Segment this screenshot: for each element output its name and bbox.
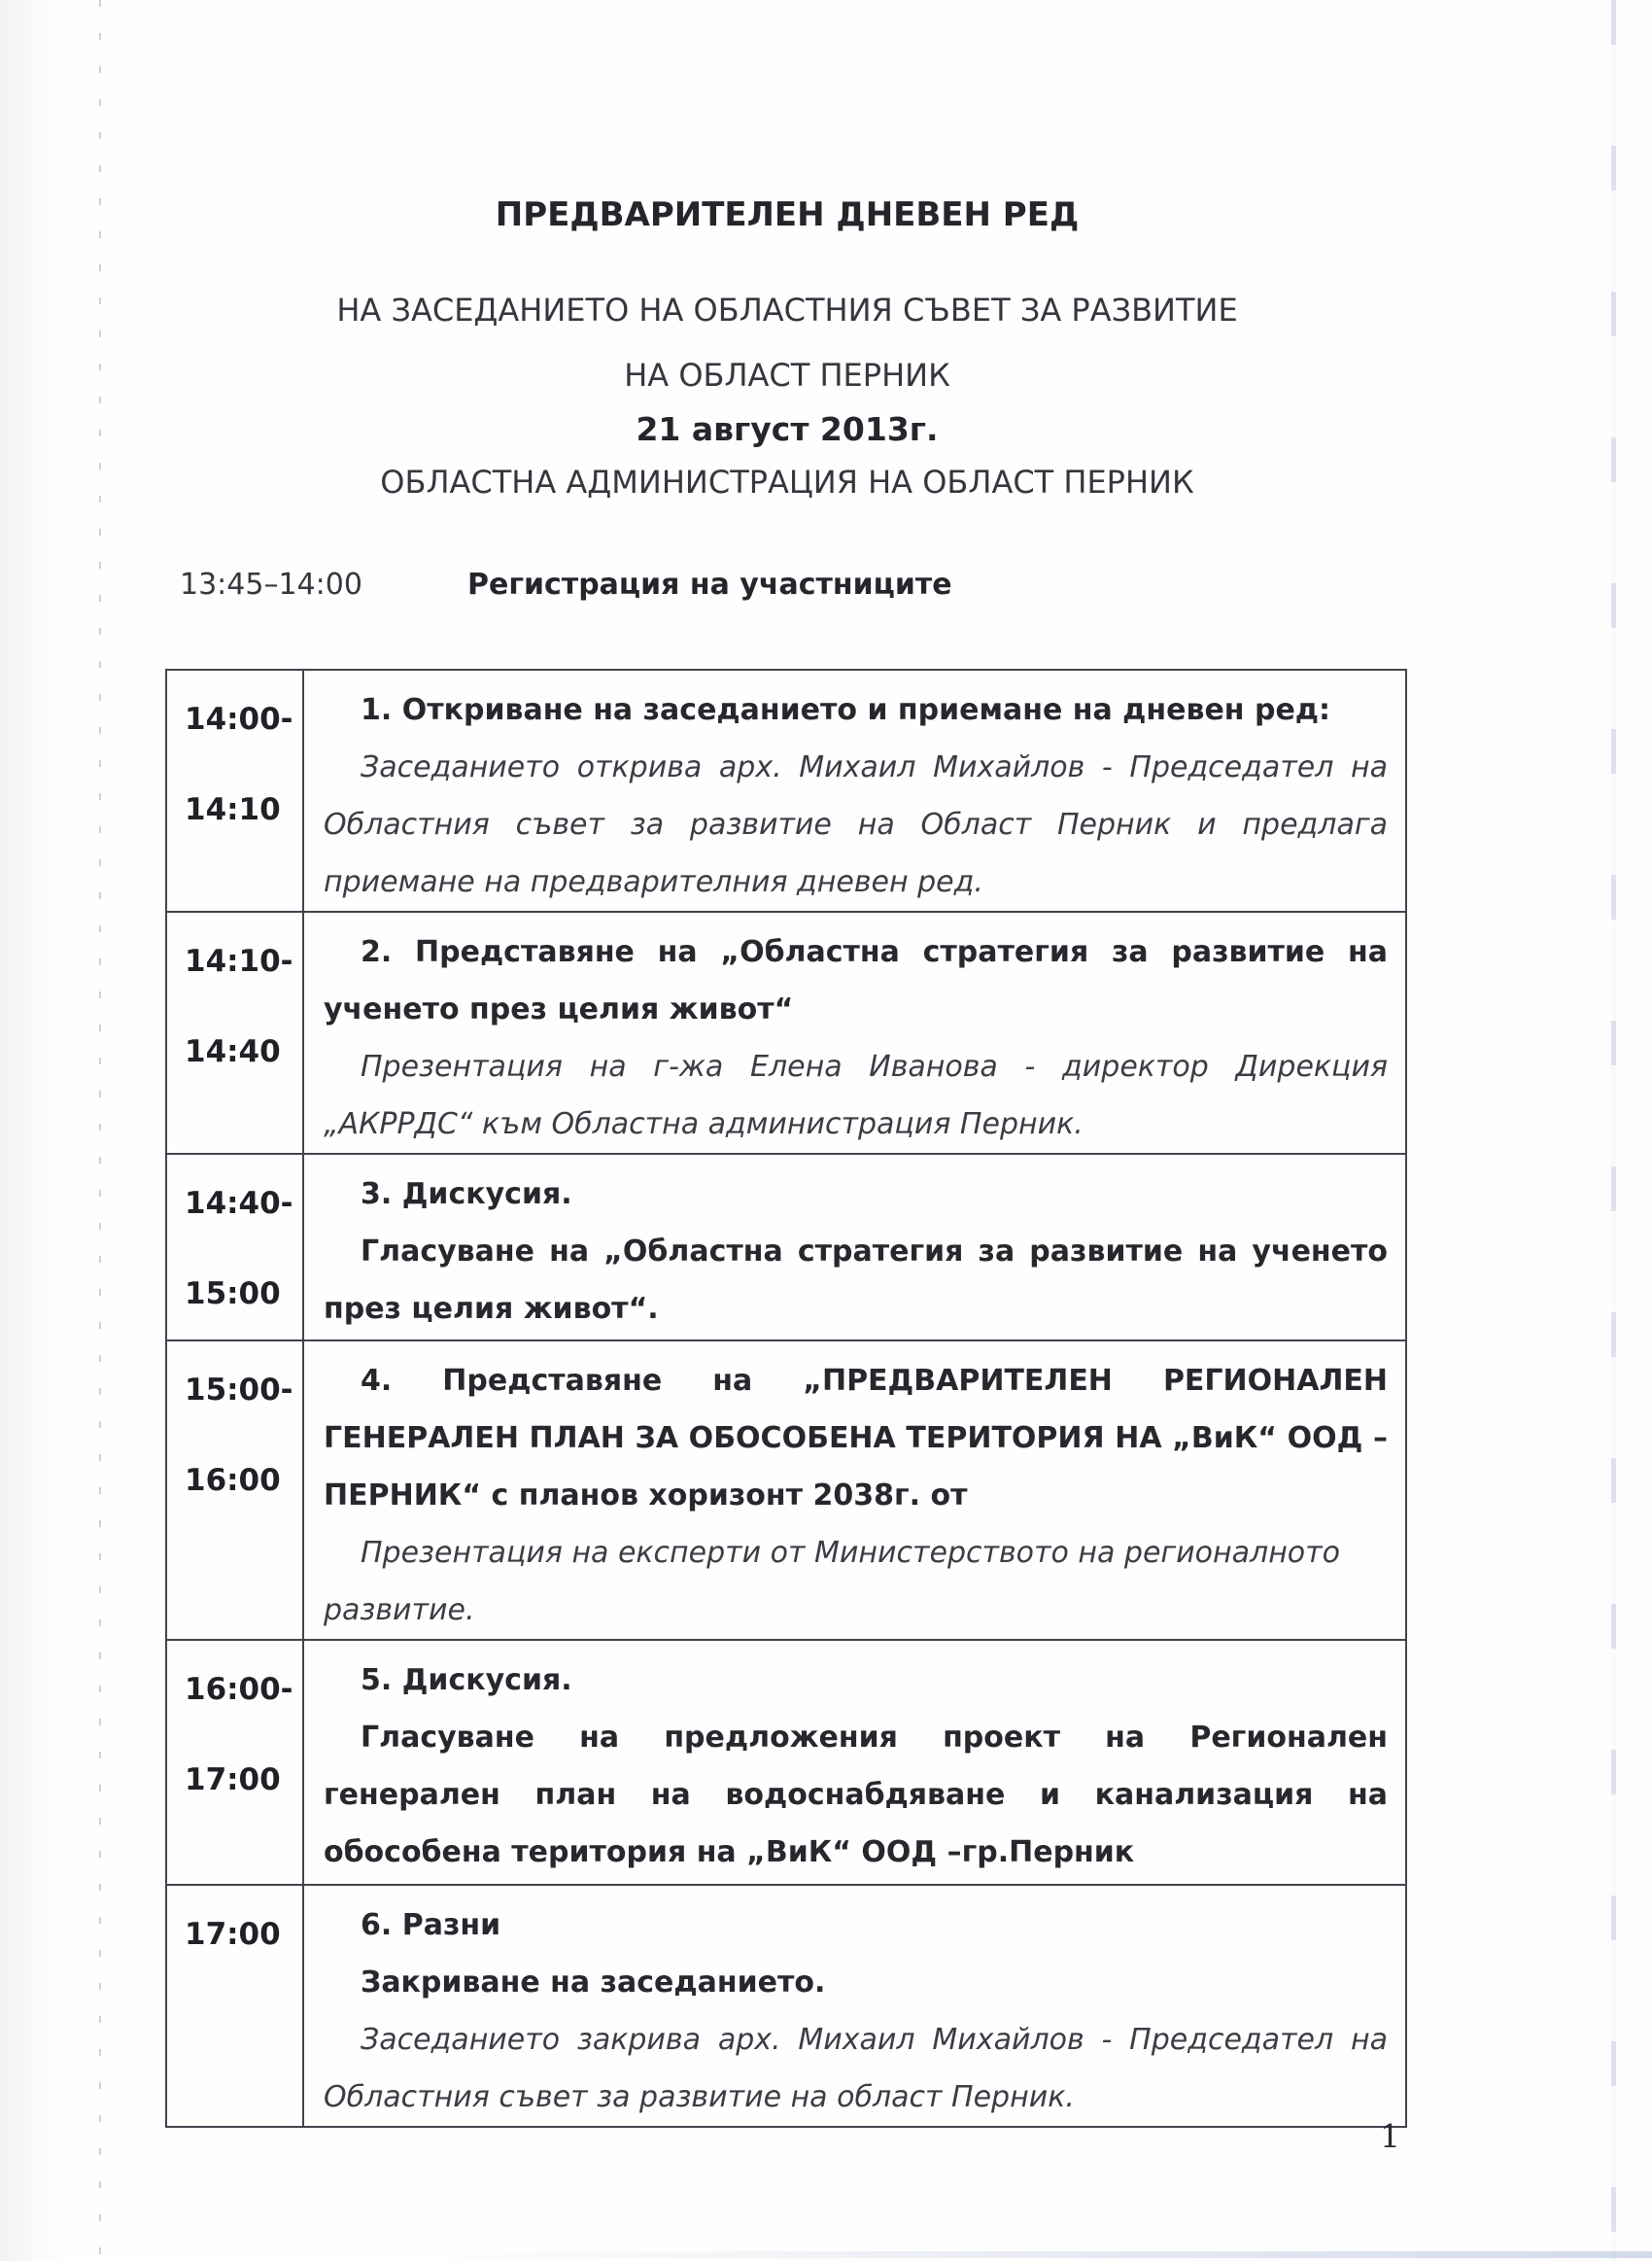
agenda-paragraph: 6. Разни [361, 1908, 501, 1942]
agenda-paragraph: 4. Представяне на „ПРЕДВАРИТЕЛЕН РЕГИОНАЛЕН ГЕНЕРАЛЕН ПЛАН ЗА ОБОСОБЕНА ТЕРИТОРИЯ НА „ВиК“ ООД – ПЕРНИК“ с планов хоризонт 2038г. от [324, 1364, 1388, 1513]
agenda-paragraph: 3. Дискусия. [361, 1177, 572, 1211]
agenda-content-cell [304, 1341, 1405, 1639]
agenda-time-text: 16:00 [185, 1463, 281, 1498]
agenda-time-text: 16:00- [185, 1672, 293, 1707]
scan-artifact-left-band [0, 0, 70, 2261]
document-organization: ОБЛАСТНА АДМИНИСТРАЦИЯ НА ОБЛАСТ ПЕРНИК [380, 464, 1194, 501]
agenda-paragraph: Гласуване на „Областна стратегия за развитие на ученето през целия живот“. [324, 1235, 1388, 1326]
agenda-row [167, 1153, 1405, 1339]
scan-artifact-bottom-streak [418, 2251, 1652, 2258]
agenda-time-cell [167, 1641, 304, 1884]
agenda-time-text: 17:00 [185, 1917, 281, 1952]
agenda-time-text: 14:40- [185, 1186, 293, 1221]
agenda-paragraph: Заседанието закрива арх. Михаил Михайлов - Председател на Областния съвет за развитие на област Перник. [324, 2023, 1388, 2114]
agenda-paragraph: 5. Дискусия. [361, 1663, 572, 1697]
document-subtitle-line2: НА ОБЛАСТ ПЕРНИК [624, 357, 950, 394]
agenda-time-text: 15:00 [185, 1276, 281, 1311]
agenda-time-text: 14:00- [185, 702, 293, 737]
agenda-content-cell [304, 671, 1405, 911]
agenda-content-cell [304, 1155, 1405, 1339]
agenda-row [167, 671, 1405, 911]
agenda-time-text: 15:00- [185, 1373, 293, 1408]
agenda-content-cell [304, 1886, 1405, 2126]
registration-time: 13:45–14:00 [180, 568, 362, 602]
agenda-table [165, 669, 1407, 2128]
agenda-row [167, 1339, 1405, 1639]
agenda-time-cell [167, 913, 304, 1153]
agenda-paragraph: Гласуване на предложения проект на Регионален генерален план на водоснабдяване и канализация на обособена територия на „ВиК“ ООД –гр.Перник [324, 1721, 1388, 1869]
agenda-row [167, 1639, 1405, 1884]
page-number: 1 [1380, 2117, 1400, 2155]
registration-line [180, 567, 952, 604]
scan-artifact-dotted-line [99, 0, 101, 2261]
agenda-paragraph: 1. Откриване на заседанието и приемане на дневен ред: [361, 693, 1331, 727]
registration-label: Регистрация на участниците [467, 568, 952, 602]
document-subtitle-line1: НА ЗАСЕДАНИЕТО НА ОБЛАСТНИЯ СЪВЕТ ЗА РАЗВИТИЕ [336, 292, 1238, 329]
agenda-row [167, 911, 1405, 1153]
agenda-time-cell [167, 1155, 304, 1339]
agenda-time-cell [167, 671, 304, 911]
document-header [165, 194, 1409, 501]
agenda-paragraph: Презентация на г-жа Елена Иванова - директор Дирекция „АКРРДС“ към Областна администрация Перник. [324, 1050, 1388, 1141]
agenda-time-text: 17:00 [185, 1762, 281, 1797]
document-title: ПРЕДВАРИТЕЛЕН ДНЕВЕН РЕД [495, 195, 1080, 234]
agenda-paragraph: Заседанието открива арх. Михаил Михайлов - Председател на Областния съвет за развитие на Област Перник и предлага приемане на предварителния дневен ред. [324, 750, 1388, 899]
agenda-content-cell [304, 913, 1405, 1153]
agenda-content-cell [304, 1641, 1405, 1884]
agenda-time-text: 14:10- [185, 944, 293, 979]
agenda-time-text: 14:10 [185, 792, 281, 827]
agenda-paragraph: Закриване на заседанието. [361, 1965, 826, 2000]
agenda-paragraph: Презентация на експерти от Министерството на регионалното развитие. [324, 1536, 1340, 1627]
scan-artifact-right-streak [1611, 0, 1616, 2261]
agenda-paragraph: 2. Представяне на „Областна стратегия за развитие на ученето през целия живот“ [324, 935, 1388, 1026]
agenda-time-cell [167, 1341, 304, 1639]
agenda-time-text: 14:40 [185, 1034, 281, 1069]
agenda-row [167, 1884, 1405, 2126]
document-date: 21 август 2013г. [636, 410, 939, 448]
agenda-time-cell [167, 1886, 304, 2126]
